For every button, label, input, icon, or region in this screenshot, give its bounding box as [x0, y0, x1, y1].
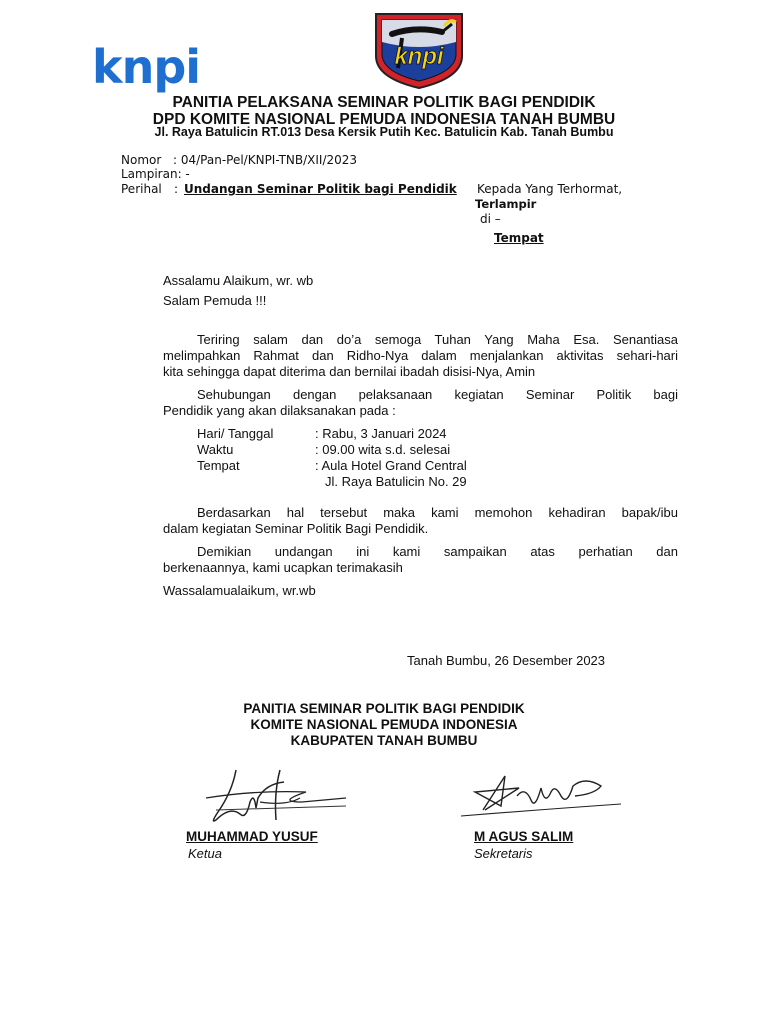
signer-name-ketua: MUHAMMAD YUSUF	[186, 829, 318, 844]
header-line1: PANITIA PELAKSANA SEMINAR POLITIK BAGI PENDIDIK	[172, 94, 596, 111]
emblem-text: knpi	[394, 43, 444, 70]
signature-ketua-drawing	[196, 762, 356, 832]
greeting-line2: Salam Pemuda !!!	[163, 293, 267, 308]
lampiran-label: Lampiran: -	[121, 167, 190, 181]
signer-role-ketua: Ketua	[188, 846, 222, 861]
signature-sekretaris	[455, 766, 625, 826]
recipient-line4: Tempat	[494, 231, 544, 245]
event-day-value: : Rabu, 3 Januari 2024	[315, 426, 447, 441]
closing-salutation: Wassalamualaikum, wr.wb	[163, 583, 316, 598]
date-line: Tanah Bumbu, 26 Desember 2023	[407, 653, 606, 668]
signatory-line2: KOMITE NASIONAL PEMUDA INDONESIA	[250, 717, 518, 732]
perihal-value: Undangan Seminar Politik bagi Pendidik	[184, 182, 457, 196]
nomor-value: : 04/Pan-Pel/KNPI-TNB/XII/2023	[173, 153, 358, 167]
signatory-line1: PANITIA SEMINAR POLITIK BAGI PENDIDIK	[243, 701, 525, 716]
knpi-logo-text: knpi	[92, 40, 201, 94]
signature-sekretaris-drawing	[455, 766, 625, 826]
event-day-label: Hari/ Tanggal	[197, 426, 274, 441]
header-address: Jl. Raya Batulicin RT.013 Desa Kersik Putih Kec. Batulicin Kab. Tanah Bumbu	[154, 125, 614, 139]
paragraph1-line3: kita sehingga dapat diterima dan bernilai ibadah disisi-Nya, Amin	[163, 364, 536, 379]
paragraph1-line1: Teriring salam dan do’a semoga Tuhan Yang Maha Esa. Senantiasa	[197, 332, 678, 347]
event-time-label: Waktu	[197, 442, 234, 457]
signer-name-sekretaris: M AGUS SALIM	[474, 829, 574, 844]
signatory-line3: KABUPATEN TANAH BUMBU	[290, 733, 478, 748]
event-place-label: Tempat	[197, 458, 240, 473]
recipient-line1: Kepada Yang Terhormat,	[477, 182, 623, 196]
paragraph2-line1: Sehubungan dengan pelaksanaan kegiatan Seminar Politik bagi	[197, 387, 678, 402]
event-place-value2: Jl. Raya Batulicin No. 29	[325, 474, 467, 489]
paragraph4-line1: Demikian undangan ini kami sampaikan atas perhatian dan	[197, 544, 678, 559]
paragraph3-line2: dalam kegiatan Seminar Politik Bagi Pendidik.	[163, 521, 429, 536]
event-place-value: : Aula Hotel Grand Central	[315, 458, 467, 473]
knpi-emblem	[372, 12, 466, 90]
paragraph2-line2: Pendidik yang akan dilaksanakan pada :	[163, 403, 396, 418]
recipient-line3: di –	[480, 212, 501, 226]
paragraph1-line2: melimpahkan Rahmat dan Ridho-Nya dalam menjalankan aktivitas sehari-hari	[163, 348, 678, 363]
header-line2: DPD KOMITE NASIONAL PEMUDA INDONESIA TANAH BUMBU	[152, 111, 616, 128]
paragraph4-line2: berkenaannya, kami ucapkan terimakasih	[163, 560, 403, 575]
recipient-line2: Terlampir	[475, 197, 537, 211]
nomor-label: Nomor	[121, 153, 162, 167]
perihal-label: Perihal	[121, 182, 162, 196]
signer-role-sekretaris: Sekretaris	[474, 846, 533, 861]
paragraph3-line1: Berdasarkan hal tersebut maka kami memohon kehadiran bapak/ibu	[197, 505, 678, 520]
greeting-line1: Assalamu Alaikum, wr. wb	[163, 273, 314, 288]
signature-ketua	[196, 762, 356, 832]
knpi-emblem-icon	[372, 12, 466, 90]
perihal-colon: :	[174, 182, 179, 196]
event-time-value: : 09.00 wita s.d. selesai	[315, 442, 451, 457]
